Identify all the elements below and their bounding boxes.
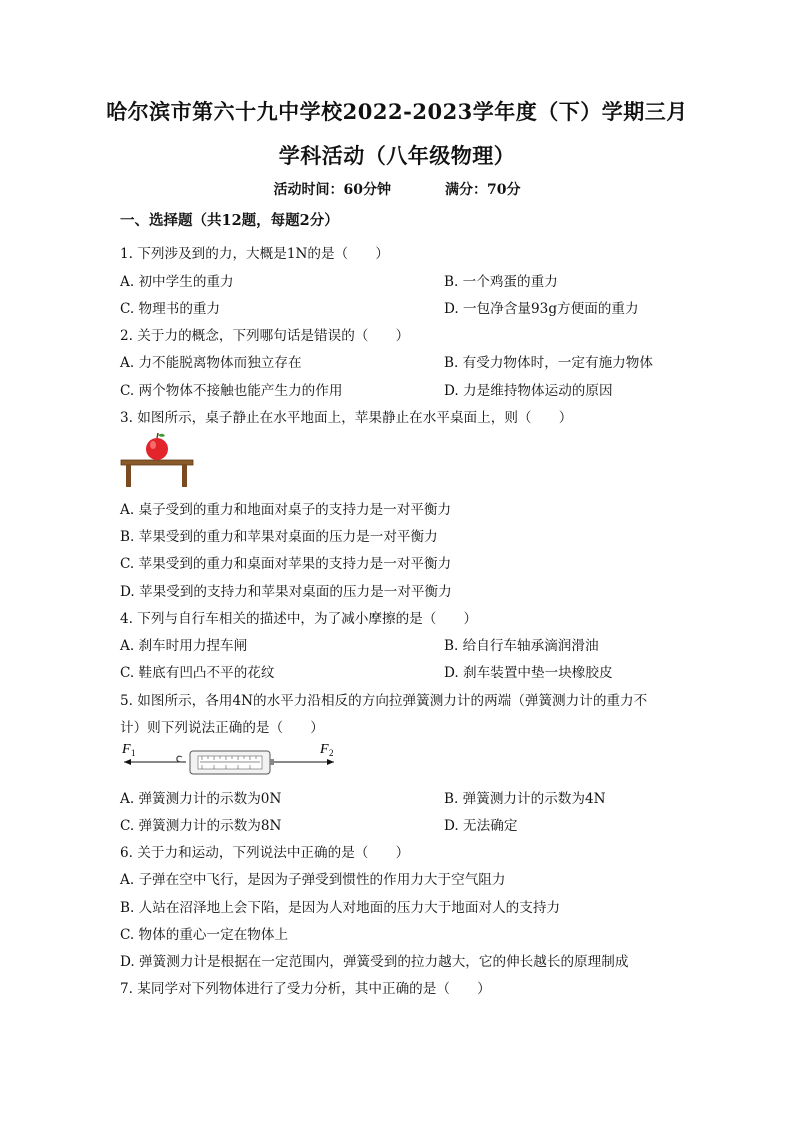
question-2-option-d: D. 力是维持物体运动的原因: [444, 383, 613, 399]
question-6-option-a: A. 子弹在空中飞行，是因为子弹受到惯性的作用力大于空气阻力: [120, 872, 506, 888]
question-1-option-b: B. 一个鸡蛋的重力: [444, 274, 558, 290]
question-6-option-d: D. 弹簧测力计是根据在一定范围内，弹簧受到的拉力越大，它的伸长越长的原理制成: [120, 954, 629, 970]
question-2-option-a: A. 力不能脱离物体而独立存在: [120, 355, 302, 371]
question-4-option-c: C. 鞋底有凹凸不平的花纹: [120, 665, 275, 681]
spring-scale-figure: [120, 740, 340, 780]
question-4-option-d: D. 刹车装置中垫一块橡胶皮: [444, 665, 613, 681]
question-2-stem: 2. 关于力的概念，下列哪句话是错误的（ ）: [120, 328, 410, 344]
table-illustration: [121, 460, 193, 487]
question-3-option-d: D. 苹果受到的支持力和苹果对桌面的压力是一对平衡力: [120, 584, 452, 600]
question-4-option-a: A. 刹车时用力捏车闸: [120, 638, 248, 654]
question-6-option-b: B. 人站在沼泽地上会下陷，是因为人对地面的压力大于地面对人的支持力: [120, 900, 561, 916]
force-f1-subscript: 1: [131, 748, 136, 758]
force-f1-label: F: [122, 742, 131, 757]
question-5-stem-line2: 计）则下列说法正确的是（ ）: [120, 720, 324, 736]
force-f2-subscript: 2: [329, 748, 334, 758]
question-1-option-c: C. 物理书的重力: [120, 301, 221, 317]
exam-time: 活动时间：60分钟: [273, 182, 391, 198]
question-2-option-c: C. 两个物体不接触也能产生力的作用: [120, 383, 343, 399]
exam-meta: [0, 179, 794, 199]
question-5-option-a: A. 弹簧测力计的示数为0N: [120, 791, 282, 807]
exam-score: 满分：70分: [445, 182, 521, 198]
section-heading: 一、选择题（共12题，每题2分）: [120, 212, 339, 229]
question-5-option-d: D. 无法确定: [444, 818, 518, 834]
question-6-stem: 6. 关于力和运动，下列说法中正确的是（ ）: [120, 845, 410, 861]
question-1-option-d: D. 一包净含量93g方便面的重力: [444, 301, 639, 317]
question-3-option-c: C. 苹果受到的重力和桌面对苹果的支持力是一对平衡力: [120, 556, 452, 572]
question-7-stem: 7. 某同学对下列物体进行了受力分析，其中正确的是（ ）: [120, 981, 491, 997]
question-3-stem: 3. 如图所示，桌子静止在水平地面上，苹果静止在水平桌面上，则（ ）: [120, 410, 573, 426]
force-f2-label: F: [320, 742, 329, 757]
question-4-option-b: B. 给自行车轴承滴润滑油: [444, 638, 599, 654]
question-4-stem: 4. 下列与自行车相关的描述中，为了减小摩擦的是（ ）: [120, 611, 478, 627]
apple-on-table-figure: [120, 430, 196, 490]
question-5-option-b: B. 弹簧测力计的示数为4N: [444, 791, 606, 807]
question-3-option-a: A. 桌子受到的重力和地面对桌子的支持力是一对平衡力: [120, 502, 452, 518]
apple-illustration: [146, 433, 168, 460]
spring-scale-body: [177, 751, 274, 774]
question-3-option-b: B. 苹果受到的重力和苹果对桌面的压力是一对平衡力: [120, 529, 438, 545]
exam-title-line2: 学科活动（八年级物理）: [278, 143, 516, 168]
question-5-stem-line1: 5. 如图所示，各用4N的水平力沿相反的方向拉弹簧测力计的两端（弹簧测力计的重力不: [120, 693, 648, 709]
question-1-option-a: A. 初中学生的重力: [120, 274, 234, 290]
exam-title-line1: 哈尔滨市第六十九中学校2022-2023学年度（下）学期三月: [106, 99, 688, 124]
question-5-option-c: C. 弹簧测力计的示数为8N: [120, 818, 282, 834]
question-1-stem: 1. 下列涉及到的力，大概是1N的是（ ）: [120, 246, 389, 262]
question-6-option-c: C. 物体的重心一定在物体上: [120, 927, 289, 943]
question-2-option-b: B. 有受力物体时，一定有施力物体: [444, 355, 653, 371]
right-force-arrow: [272, 759, 334, 765]
